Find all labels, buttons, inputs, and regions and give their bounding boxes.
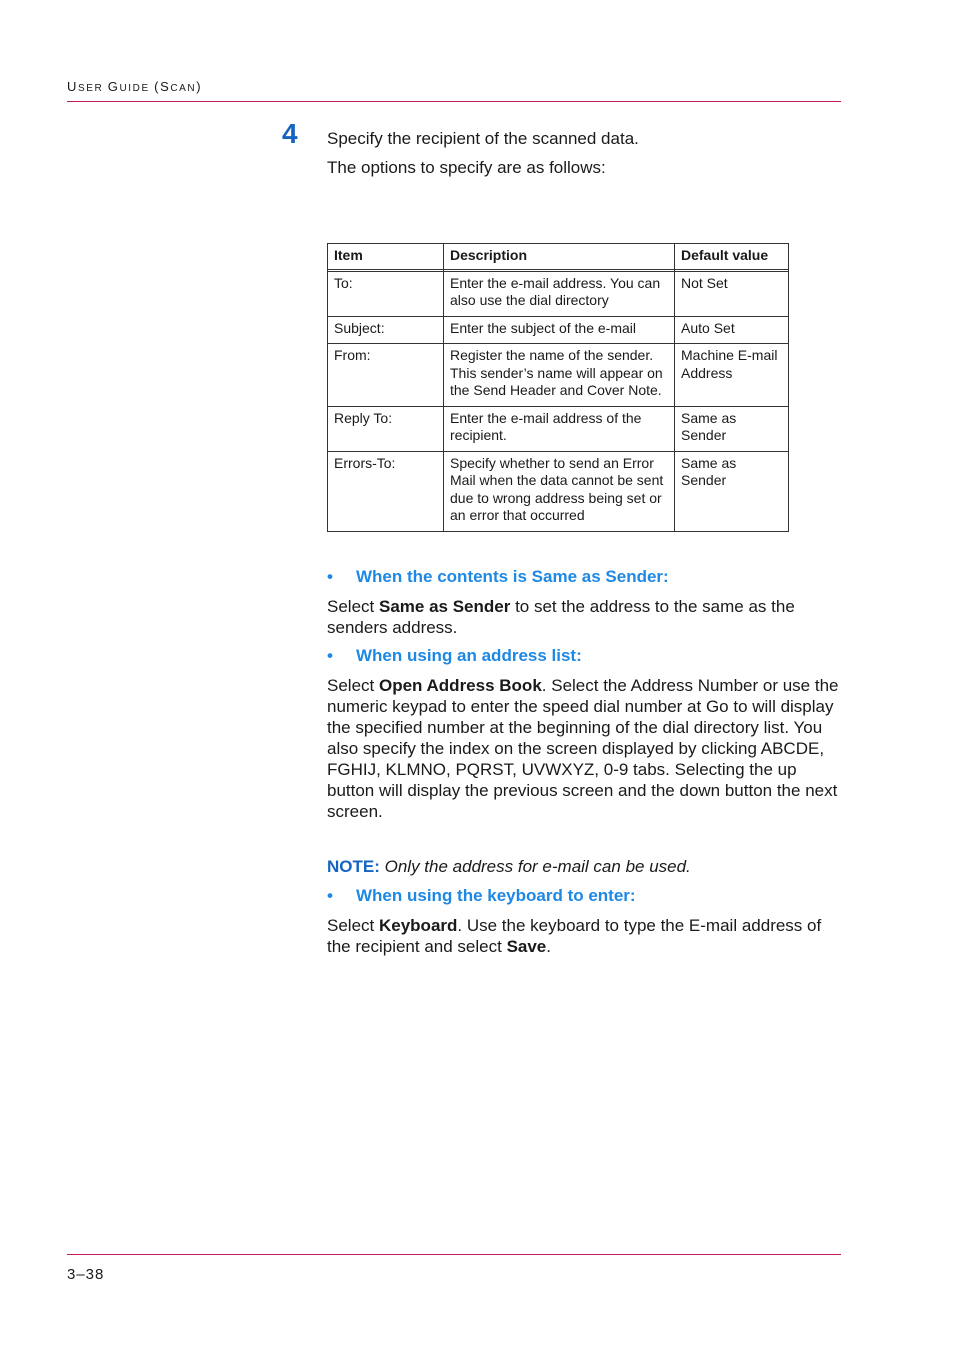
bold-term: Same as Sender [378,597,511,616]
cell-item: Reply To: [328,406,444,451]
header-cap-4: ) [196,79,203,94]
text-run: . Use the keyboard to type the E-mail address of the recipient and select [327,916,822,956]
header-rule [67,101,841,102]
header-cap-2: G [107,79,120,94]
text-run: Select [327,676,379,695]
bullet-icon: • [327,567,333,586]
table-row [328,316,789,344]
cell-default: Not Set [675,271,789,316]
header-cap-1: U [67,79,78,94]
text-run: . Select the Address Number or use the numeric keypad to enter the speed dial number at Go to will display the specified number at the beginning of the dial directory list. You also specify the index on the screen displayed by clicking ABCDE, FGHIJ, KLMNO, PQRST, UVWXYZ, 0-9 tabs. Selecting the up button will display the previous screen and the down button the next screen. [327,676,839,821]
section-heading-text: When the contents is Same as Sender: [356,567,669,586]
section-heading-keyboard [327,886,636,906]
bullet-icon: • [327,646,333,665]
table-header-row [328,244,789,270]
paragraph-same-as-sender [327,596,841,638]
header-rest-3: CAN [170,83,197,94]
cell-description: Enter the e-mail address. You can also use the dial directory [444,271,675,316]
cell-default: Machine E-mail Address [675,344,789,407]
cell-default: Same as Sender [675,451,789,531]
bullet-icon: • [327,886,333,905]
col-header-description: Description [444,244,675,270]
cell-item: From: [328,344,444,407]
step-number: 4 [282,118,298,149]
text-run: . [546,937,551,956]
footer-rule [67,1254,841,1255]
running-header [67,79,202,94]
text-run: to set the address to the same as the senders address. [327,597,795,637]
bold-term: Open Address Book [378,676,542,695]
bold-term: Save [506,937,547,956]
note-label: NOTE: [327,857,380,876]
note-text: Only the address for e-mail can be used. [384,857,691,876]
table-row [328,406,789,451]
section-heading-text: When using the keyboard to enter: [356,886,636,905]
cell-default: Same as Sender [675,406,789,451]
cell-item: Errors-To: [328,451,444,531]
cell-description: Specify whether to send an Error Mail when the data cannot be sent due to wrong address being set or an error that occurred [444,451,675,531]
cell-item: To: [328,271,444,316]
text-run: Select [327,597,379,616]
table-row [328,344,789,407]
section-heading-same-as-sender [327,567,669,587]
paragraph-address-list [327,675,841,822]
header-rest-2: UIDE [119,83,155,94]
section-heading-text: When using an address list: [356,646,582,665]
step-instruction: Specify the recipient of the scanned data. [327,129,639,148]
bold-term: Keyboard [378,916,458,935]
text-run: Select [327,916,379,935]
cell-description: Register the name of the sender. This sender’s name will appear on the Send Header and Cover Note. [444,344,675,407]
header-rest-1: SER [78,83,108,94]
col-header-item: Item [328,244,444,270]
cell-description: Enter the subject of the e-mail [444,316,675,344]
table-row [328,451,789,531]
cell-item: Subject: [328,316,444,344]
header-cap-3: (S [154,79,171,94]
paragraph-keyboard [327,915,841,957]
table-row [328,271,789,316]
step-subtext: The options to specify are as follows: [327,158,606,177]
options-table [327,243,789,532]
cell-default: Auto Set [675,316,789,344]
col-header-default: Default value [675,244,789,270]
page-number: 3–38 [67,1266,105,1283]
section-heading-address-list [327,646,582,666]
note [327,856,841,877]
cell-description: Enter the e-mail address of the recipient. [444,406,675,451]
